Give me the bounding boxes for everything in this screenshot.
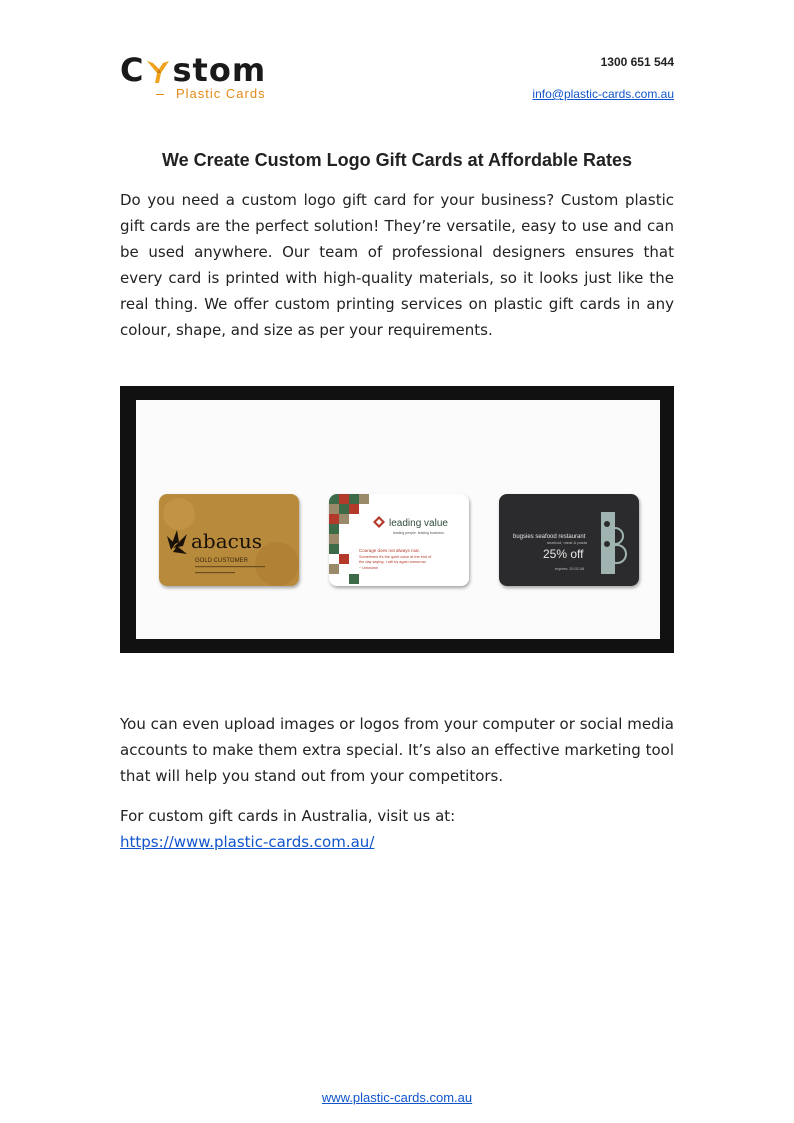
logo-bird-icon: [145, 55, 171, 85]
header-contact: [532, 54, 674, 102]
email-link[interactable]: info@plastic-cards.com.au: [532, 87, 674, 101]
expiry-date: expires: 20.02.08: [555, 567, 585, 571]
leading-value-tagline: leading people. leading business.: [393, 531, 445, 535]
abacus-card: [159, 494, 299, 586]
leading-value-card: [329, 494, 469, 586]
restaurant-subtitle: seafood, meat & pasta: [547, 540, 588, 545]
logo-letter-c: C: [120, 51, 145, 89]
gift-cards-image: [120, 386, 674, 653]
phone-number: 1300 651 544: [600, 55, 674, 69]
abacus-tier: GOLD CUSTOMER: [195, 558, 248, 564]
visit-text: For custom gift cards in Australia, visit us at:: [120, 807, 456, 825]
quote-author: ~ Unknown: [359, 566, 379, 570]
discount-offer: 25% off: [543, 547, 584, 561]
intro-paragraph: Do you need a custom logo gift card for your business? Custom plastic gift cards are the perfect solution! They’re versatile, easy to use and can be used anywhere. Our team of professional designers ensures that every card is printed with high-quality materials, so it looks just like the real thing. We offer custom printing services on plastic gift cards in any colour, shape, and size as per your requirements.: [120, 191, 674, 339]
company-logo: [120, 52, 280, 102]
upload-paragraph: You can even upload images or logos from your computer or social media accounts to make them extra special. It’s also an effective marketing tool that will help you stand out from your competitors.: [120, 715, 674, 785]
abacus-brand: abacus: [191, 529, 262, 553]
logo-subtitle: Plastic Cards: [176, 86, 266, 101]
footer-website-link[interactable]: www.plastic-cards.com.au: [321, 1090, 473, 1105]
quote-line-1: Courage does not always roar.: [359, 548, 421, 553]
quote-line-2: Sometimes it's the quiet voice at the end of: [359, 555, 432, 559]
logo-letters-stom: stom: [172, 51, 267, 89]
leading-value-brand: leading value: [389, 518, 448, 529]
visit-paragraph: [120, 803, 674, 855]
page-footer: [0, 1090, 794, 1105]
page-title: We Create Custom Logo Gift Cards at Affordable Rates: [161, 150, 633, 170]
website-link[interactable]: https://www.plastic-cards.com.au/: [120, 833, 375, 851]
image-canvas: [136, 400, 660, 639]
restaurant-name: bugsies seafood restaurant: [513, 534, 586, 540]
bugsies-card: [499, 494, 639, 586]
quote-line-3: the day saying, I will try again tomorrow.: [359, 560, 427, 564]
logo-wordmark: [120, 52, 266, 88]
